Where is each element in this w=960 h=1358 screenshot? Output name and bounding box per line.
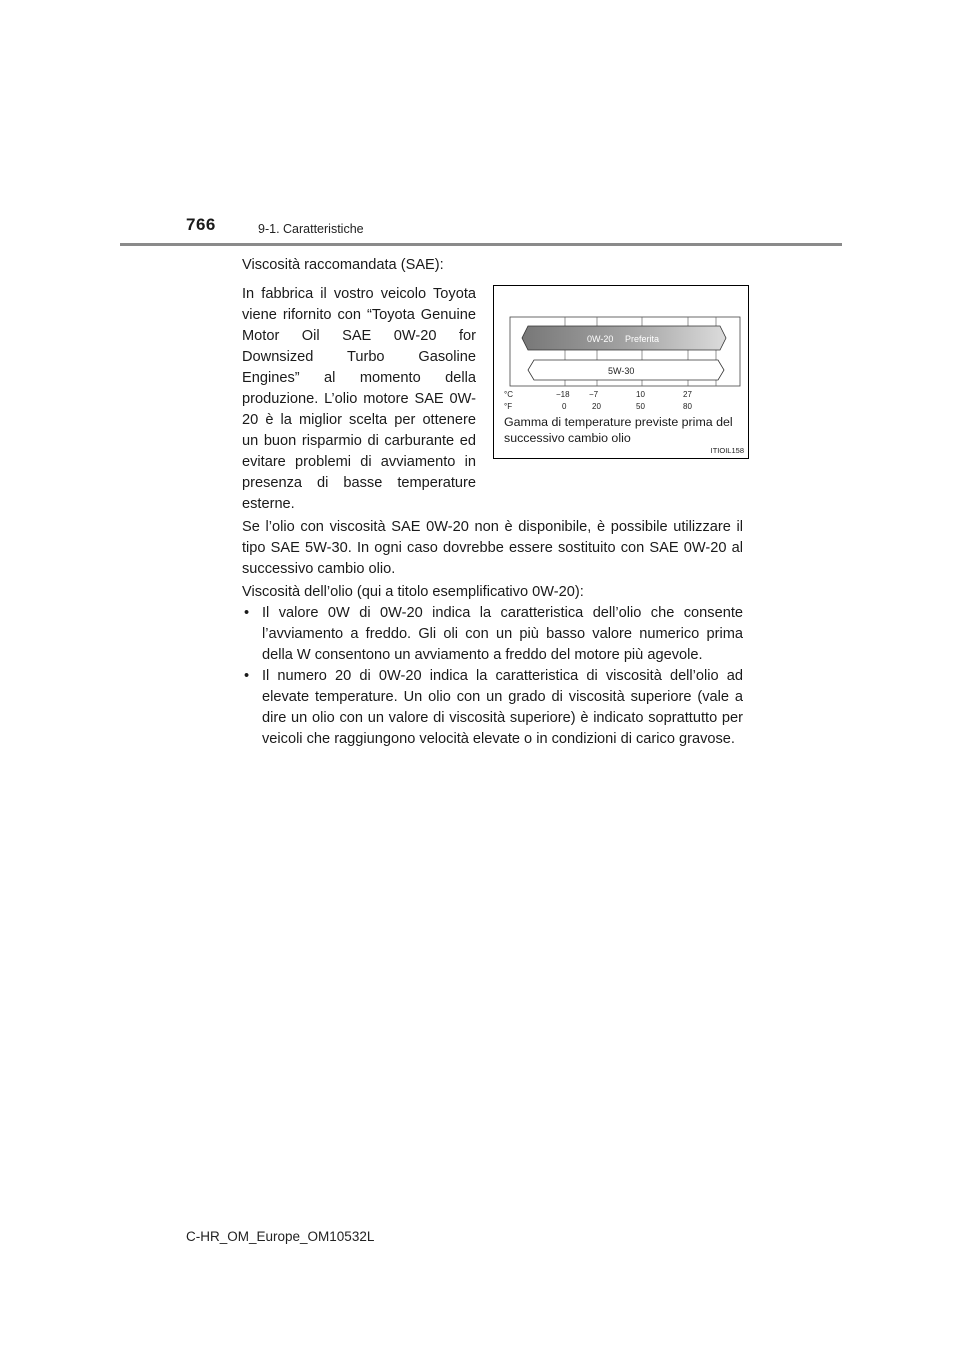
fahrenheit-tick: 50 <box>636 402 645 411</box>
celsius-tick: 10 <box>636 390 645 399</box>
bullet-mark: • <box>244 668 250 684</box>
list-item <box>242 666 743 750</box>
celsius-tick: −18 <box>556 390 570 399</box>
footer-doc-code: C-HR_OM_Europe_OM10532L <box>186 1229 375 1244</box>
list-item <box>242 603 743 666</box>
alternative-oil-paragraph: Se l’olio con viscosità SAE 0W-20 non è disponibile, è possibile utilizzare il tipo SAE 5W-30. In ogni caso dovrebbe essere sostituito con SAE 0W-20 al successivo cambio olio. <box>242 519 743 577</box>
celsius-tick: 27 <box>683 390 692 399</box>
header-rule <box>120 243 842 246</box>
figure-caption: Gamma di temperature previste prima del successivo cambio olio <box>504 415 733 445</box>
fahrenheit-tick: 80 <box>683 402 692 411</box>
bullet-text: Il numero 20 di 0W-20 indica la caratteristica di viscosità dell’olio ad elevate temperature. Un olio con un grado di viscosità superiore (vale a dire un olio con un valore di viscosità superiore) è indicato soprattutto per veicoli che raggiungono velocità elevate o in condizioni di carico gravose. <box>262 668 743 747</box>
preferred-label: Preferita <box>625 334 660 344</box>
section-title: 9-1. Caratteristiche <box>258 222 364 236</box>
preferred-grade-label: 0W-20 <box>587 334 614 344</box>
preferred-range-arrow <box>522 326 726 350</box>
figure-id: ITIOIL158 <box>710 446 744 455</box>
alt-grade-label: 5W-30 <box>608 366 635 376</box>
celsius-unit: °C <box>504 390 513 399</box>
viscosity-heading: Viscosità dell’olio (qui a titolo esemplificativo 0W-20): <box>242 584 584 600</box>
bullet-text: Il valore 0W di 0W-20 indica la caratteristica dell’olio che consente l’avviamento a freddo. Gli oli con un più basso valore numerico prima della W consentono un avviamento a freddo del motore più agevole. <box>262 605 743 663</box>
bullet-mark: • <box>244 605 250 621</box>
fahrenheit-tick: 20 <box>592 402 601 411</box>
intro-body: In fabbrica il vostro veicolo Toyota viene rifornito con “Toyota Genuine Motor Oil SAE 0W-20 for Downsized Turbo Gasoline Engines” al momento della produzione. L’olio motore SAE 0W-20 è la miglior scelta per ottenere un buon risparmio di carburante ed evitare problemi di avviamento in presenza di basse temperature esterne. <box>242 286 476 512</box>
viscosity-bullet-list <box>242 603 743 750</box>
page-number: 766 <box>186 215 216 234</box>
fahrenheit-tick: 0 <box>562 402 567 411</box>
fahrenheit-unit: °F <box>504 402 513 411</box>
oil-temperature-figure <box>493 285 749 459</box>
intro-heading: Viscosità raccomandata (SAE): <box>242 257 444 273</box>
celsius-tick: −7 <box>589 390 599 399</box>
